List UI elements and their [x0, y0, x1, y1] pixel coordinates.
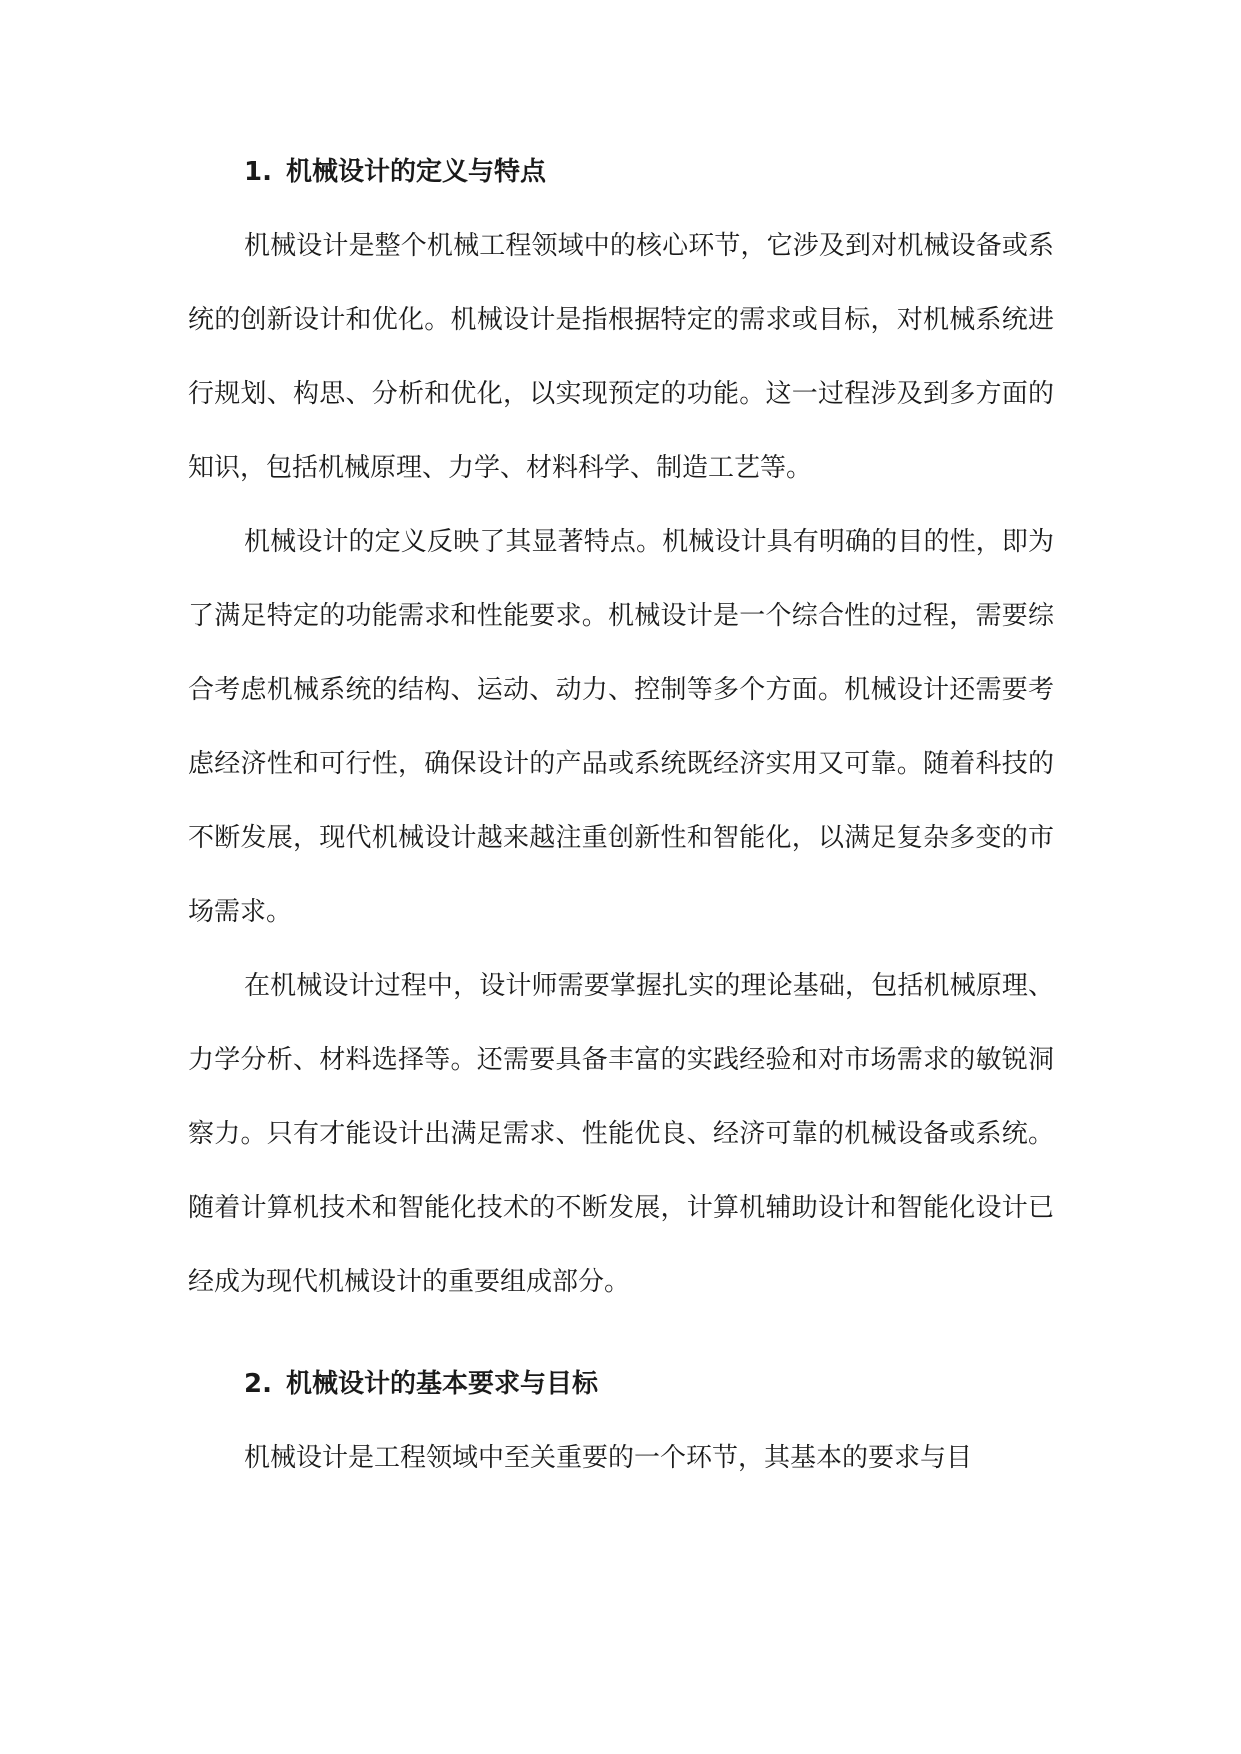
section-title: 机械设计的定义与特点 — [286, 157, 547, 187]
paragraph: 机械设计的定义反映了其显著特点。机械设计具有明确的目的性，即为了满足特定的功能需求和性能要求。机械设计是一个综合性的过程，需要综合考虑机械系统的结构、运动、动力、控制等多个方面。机械设计还需要考虑经济性和可行性，确保设计的产品或系统既经济实用又可靠。随着科技的不断发展，现代机械设计越来越注重创新性和智能化，以满足复杂多变的市场需求。 — [188, 527, 1054, 927]
paragraph: 在机械设计过程中，设计师需要掌握扎实的理论基础，包括机械原理、力学分析、材料选择等。还需要具备丰富的实践经验和对市场需求的敏锐洞察力。只有才能设计出满足需求、性能优良、经济可靠的机械设备或系统。随着计算机技术和智能化技术的不断发展，计算机辅助设计和智能化设计已经成为现代机械设计的重要组成部分。 — [188, 971, 1054, 1297]
paragraph: 机械设计是整个机械工程领域中的核心环节，它涉及到对机械设备或系统的创新设计和优化。机械设计是指根据特定的需求或目标，对机械系统进行规划、构思、分析和优化，以实现预定的功能。这一过程涉及到多方面的知识，包括机械原理、力学、材料科学、制造工艺等。 — [188, 231, 1054, 483]
document-body — [188, 135, 1054, 1495]
section-heading-2 — [188, 1347, 1054, 1421]
section-heading-1 — [188, 135, 1054, 209]
section-number: 2. — [244, 1369, 272, 1399]
paragraph: 机械设计是工程领域中至关重要的一个环节，其基本的要求与目 — [244, 1443, 973, 1473]
section-spacer — [188, 1319, 1054, 1347]
section-title: 机械设计的基本要求与目标 — [286, 1369, 599, 1399]
section-number: 1. — [244, 157, 272, 187]
